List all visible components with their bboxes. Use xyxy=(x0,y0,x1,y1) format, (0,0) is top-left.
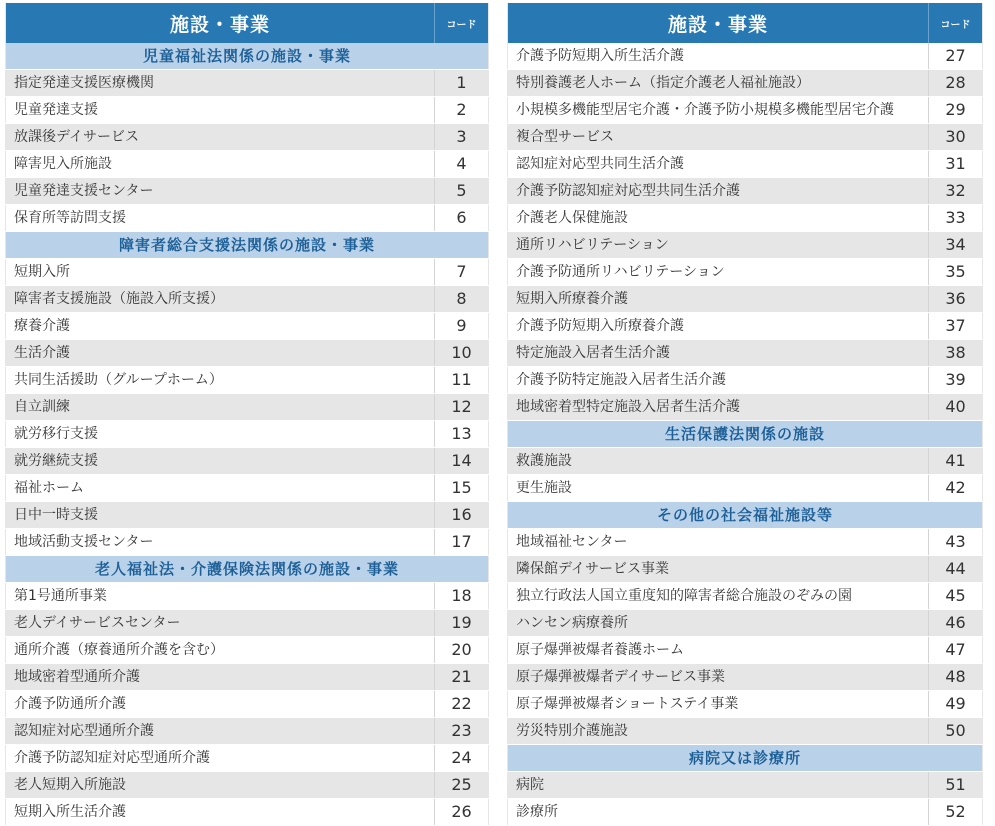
facility-name: 就労移行支援 xyxy=(6,421,435,448)
table-body xyxy=(508,43,983,826)
facility-code: 18 xyxy=(435,583,489,610)
table-row xyxy=(508,799,983,826)
facility-code: 8 xyxy=(435,286,489,313)
facility-code: 27 xyxy=(929,43,983,70)
facility-name: 老人デイサービスセンター xyxy=(6,610,435,637)
column-header-code: コード xyxy=(929,3,983,43)
section-title: 老人福祉法・介護保険法関係の施設・事業 xyxy=(6,556,489,583)
table-row xyxy=(6,502,489,529)
table-row xyxy=(6,178,489,205)
section-header-row xyxy=(508,745,983,772)
facility-name: 救護施設 xyxy=(508,448,929,475)
facility-code: 7 xyxy=(435,259,489,286)
table-row xyxy=(6,97,489,124)
facility-name: 複合型サービス xyxy=(508,124,929,151)
table-row xyxy=(6,610,489,637)
facility-name: 介護予防通所リハビリテーション xyxy=(508,259,929,286)
facility-name: 日中一時支援 xyxy=(6,502,435,529)
table-row xyxy=(6,151,489,178)
facility-name: 児童発達支援センター xyxy=(6,178,435,205)
facility-code: 14 xyxy=(435,448,489,475)
facility-name: 短期入所療養介護 xyxy=(508,286,929,313)
facility-name: 共同生活援助（グループホーム） xyxy=(6,367,435,394)
facility-code: 38 xyxy=(929,340,983,367)
table-row xyxy=(508,610,983,637)
facility-name: 隣保館デイサービス事業 xyxy=(508,556,929,583)
facility-name: 原子爆弾被爆者ショートステイ事業 xyxy=(508,691,929,718)
facility-code: 6 xyxy=(435,205,489,232)
facility-name: 更生施設 xyxy=(508,475,929,502)
facility-code: 1 xyxy=(435,70,489,97)
facility-code: 15 xyxy=(435,475,489,502)
facility-code: 2 xyxy=(435,97,489,124)
table-row xyxy=(6,70,489,97)
facility-code: 23 xyxy=(435,718,489,745)
facility-name: 療養介護 xyxy=(6,313,435,340)
facility-code: 32 xyxy=(929,178,983,205)
facility-code: 5 xyxy=(435,178,489,205)
facility-name: 原子爆弾被爆者養護ホーム xyxy=(508,637,929,664)
table-header-row xyxy=(508,3,983,43)
table-row xyxy=(508,43,983,70)
facility-code: 25 xyxy=(435,772,489,799)
facility-code: 41 xyxy=(929,448,983,475)
facility-code: 31 xyxy=(929,151,983,178)
facility-code: 48 xyxy=(929,664,983,691)
table-row xyxy=(508,205,983,232)
section-title: 病院又は診療所 xyxy=(508,745,983,772)
table-row xyxy=(6,583,489,610)
table-row xyxy=(6,394,489,421)
table-row xyxy=(6,340,489,367)
table-row xyxy=(508,664,983,691)
table-body xyxy=(6,43,489,826)
facility-name: ハンセン病療養所 xyxy=(508,610,929,637)
facility-code: 50 xyxy=(929,718,983,745)
table-row xyxy=(508,70,983,97)
section-title: 生活保護法関係の施設 xyxy=(508,421,983,448)
facility-code: 44 xyxy=(929,556,983,583)
facility-name: 特定施設入居者生活介護 xyxy=(508,340,929,367)
facility-name: 介護予防特定施設入居者生活介護 xyxy=(508,367,929,394)
table-row xyxy=(508,772,983,799)
table-row xyxy=(508,448,983,475)
table-row xyxy=(508,637,983,664)
section-header-row xyxy=(508,502,983,529)
facility-name: 就労継続支援 xyxy=(6,448,435,475)
section-title: その他の社会福祉施設等 xyxy=(508,502,983,529)
table-row xyxy=(508,259,983,286)
facility-name: 介護予防通所介護 xyxy=(6,691,435,718)
table-row xyxy=(6,691,489,718)
facility-name: 介護予防認知症対応型通所介護 xyxy=(6,745,435,772)
table-row xyxy=(6,205,489,232)
section-title: 児童福祉法関係の施設・事業 xyxy=(6,43,489,70)
table-row xyxy=(508,97,983,124)
facility-code: 46 xyxy=(929,610,983,637)
facility-name: 児童発達支援 xyxy=(6,97,435,124)
table-row xyxy=(508,232,983,259)
facility-name: 介護老人保健施設 xyxy=(508,205,929,232)
facility-code: 45 xyxy=(929,583,983,610)
facility-code: 35 xyxy=(929,259,983,286)
table-row xyxy=(508,718,983,745)
facility-code-table-right xyxy=(507,3,983,826)
facility-code: 19 xyxy=(435,610,489,637)
facility-code: 43 xyxy=(929,529,983,556)
facility-name: 短期入所 xyxy=(6,259,435,286)
facility-code: 37 xyxy=(929,313,983,340)
table-row xyxy=(508,286,983,313)
facility-name: 原子爆弾被爆者デイサービス事業 xyxy=(508,664,929,691)
column-header-code: コード xyxy=(435,3,489,43)
facility-code: 51 xyxy=(929,772,983,799)
facility-name: 介護予防短期入所生活介護 xyxy=(508,43,929,70)
table-row xyxy=(6,745,489,772)
facility-name: 認知症対応型通所介護 xyxy=(6,718,435,745)
table-row xyxy=(6,529,489,556)
facility-code: 11 xyxy=(435,367,489,394)
facility-name: 地域福祉センター xyxy=(508,529,929,556)
table-row xyxy=(6,421,489,448)
facility-name: 障害者支援施設（施設入所支援） xyxy=(6,286,435,313)
table-row xyxy=(6,475,489,502)
facility-code: 9 xyxy=(435,313,489,340)
facility-code: 49 xyxy=(929,691,983,718)
table-header-row xyxy=(6,3,489,43)
facility-name: 老人短期入所施設 xyxy=(6,772,435,799)
table-row xyxy=(6,367,489,394)
table-row xyxy=(6,772,489,799)
section-header-row xyxy=(508,421,983,448)
facility-name: 福祉ホーム xyxy=(6,475,435,502)
facility-name: 自立訓練 xyxy=(6,394,435,421)
facility-code: 52 xyxy=(929,799,983,826)
facility-code: 22 xyxy=(435,691,489,718)
facility-name: 放課後デイサービス xyxy=(6,124,435,151)
table-row xyxy=(6,124,489,151)
column-header-facility: 施設・事業 xyxy=(6,3,435,43)
table-row xyxy=(508,583,983,610)
facility-name: 第1号通所事業 xyxy=(6,583,435,610)
facility-code: 30 xyxy=(929,124,983,151)
facility-name: 生活介護 xyxy=(6,340,435,367)
facility-name: 地域密着型通所介護 xyxy=(6,664,435,691)
section-title: 障害者総合支援法関係の施設・事業 xyxy=(6,232,489,259)
facility-name: 特別養護老人ホーム（指定介護老人福祉施設） xyxy=(508,70,929,97)
facility-name: 独立行政法人国立重度知的障害者総合施設のぞみの園 xyxy=(508,583,929,610)
table-row xyxy=(6,448,489,475)
facility-name: 介護予防短期入所療養介護 xyxy=(508,313,929,340)
table-row xyxy=(508,475,983,502)
facility-code: 24 xyxy=(435,745,489,772)
table-row xyxy=(508,340,983,367)
facility-code: 21 xyxy=(435,664,489,691)
facility-code: 47 xyxy=(929,637,983,664)
facility-code: 20 xyxy=(435,637,489,664)
table-row xyxy=(6,259,489,286)
facility-code: 3 xyxy=(435,124,489,151)
facility-name: 通所リハビリテーション xyxy=(508,232,929,259)
section-header-row xyxy=(6,43,489,70)
facility-code: 33 xyxy=(929,205,983,232)
facility-code: 36 xyxy=(929,286,983,313)
table-row xyxy=(508,556,983,583)
table-row xyxy=(6,286,489,313)
table-row xyxy=(508,691,983,718)
section-header-row xyxy=(6,556,489,583)
facility-name: 地域活動支援センター xyxy=(6,529,435,556)
facility-code-table-left xyxy=(5,3,489,826)
facility-name: 小規模多機能型居宅介護・介護予防小規模多機能型居宅介護 xyxy=(508,97,929,124)
facility-name: 介護予防認知症対応型共同生活介護 xyxy=(508,178,929,205)
facility-name: 病院 xyxy=(508,772,929,799)
table-row xyxy=(6,664,489,691)
facility-code: 4 xyxy=(435,151,489,178)
facility-code: 39 xyxy=(929,367,983,394)
facility-code: 10 xyxy=(435,340,489,367)
facility-code: 28 xyxy=(929,70,983,97)
facility-name: 通所介護（療養通所介護を含む） xyxy=(6,637,435,664)
facility-name: 地域密着型特定施設入居者生活介護 xyxy=(508,394,929,421)
table-row xyxy=(508,394,983,421)
facility-name: 保育所等訪問支援 xyxy=(6,205,435,232)
table-row xyxy=(508,529,983,556)
table-row xyxy=(508,124,983,151)
table-row xyxy=(6,637,489,664)
facility-code: 16 xyxy=(435,502,489,529)
facility-code: 29 xyxy=(929,97,983,124)
column-header-facility: 施設・事業 xyxy=(508,3,929,43)
facility-name: 障害児入所施設 xyxy=(6,151,435,178)
table-row xyxy=(508,151,983,178)
table-row xyxy=(508,178,983,205)
facility-code: 13 xyxy=(435,421,489,448)
facility-name: 短期入所生活介護 xyxy=(6,799,435,826)
table-row xyxy=(508,367,983,394)
facility-code: 42 xyxy=(929,475,983,502)
table-row xyxy=(6,313,489,340)
table-row xyxy=(6,718,489,745)
facility-code: 12 xyxy=(435,394,489,421)
section-header-row xyxy=(6,232,489,259)
facility-code: 34 xyxy=(929,232,983,259)
facility-code: 40 xyxy=(929,394,983,421)
facility-name: 認知症対応型共同生活介護 xyxy=(508,151,929,178)
table-row xyxy=(6,799,489,826)
facility-code: 26 xyxy=(435,799,489,826)
facility-name: 労災特別介護施設 xyxy=(508,718,929,745)
facility-name: 診療所 xyxy=(508,799,929,826)
table-row xyxy=(508,313,983,340)
facility-code: 17 xyxy=(435,529,489,556)
facility-name: 指定発達支援医療機関 xyxy=(6,70,435,97)
